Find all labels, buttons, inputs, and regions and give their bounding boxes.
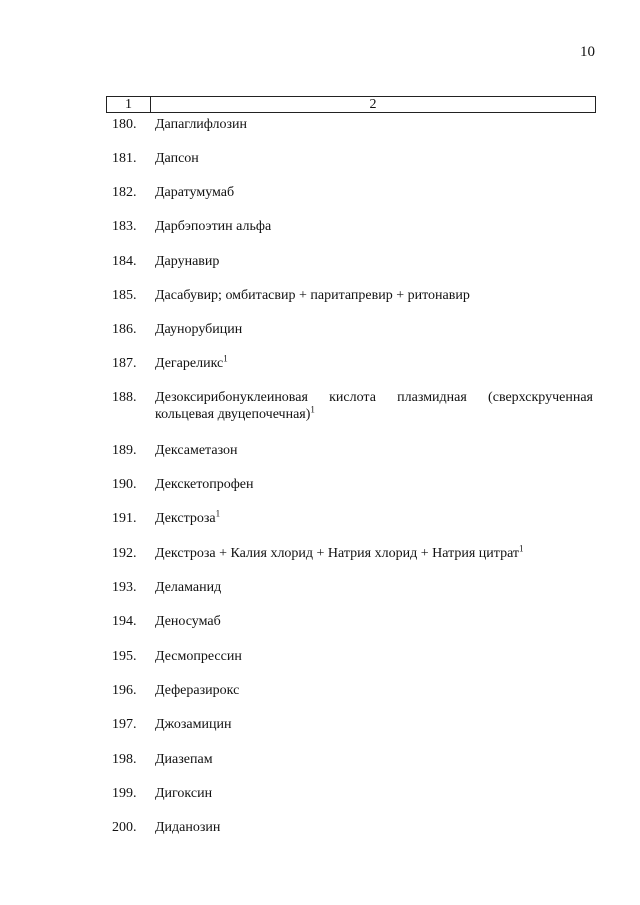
item-name-text: Деферазирокс [155, 683, 240, 698]
item-name [155, 819, 593, 836]
item-number: 188. [112, 390, 137, 405]
item-name-text: Даунорубицин [155, 322, 243, 337]
item-name [155, 613, 593, 630]
item-number: 185. [112, 288, 137, 303]
item-number: 180. [112, 117, 137, 132]
item-name [155, 785, 593, 802]
item-name-text: Дапаглифлозин [155, 117, 248, 132]
item-name [155, 218, 593, 235]
item-name [155, 150, 593, 167]
footnote-marker: 1 [310, 404, 315, 415]
footnote-marker: 1 [215, 508, 221, 519]
item-name-text: Дапсон [155, 151, 199, 166]
item-name-text: Декскетопрофен [155, 477, 254, 492]
item-number: 184. [112, 254, 137, 269]
item-name [155, 648, 593, 665]
item-name [155, 253, 593, 270]
footnote-marker: 1 [519, 543, 524, 554]
item-name [155, 510, 593, 527]
item-number: 190. [112, 477, 137, 492]
item-name [155, 682, 593, 699]
item-name [155, 545, 593, 562]
item-name-text: Дезоксирибонуклеиновая кислота плазмидная (сверхскрученная кольцевая двуцепочечная) [155, 390, 593, 422]
header-column-1: 1 [107, 97, 151, 112]
item-name [155, 321, 593, 338]
item-number: 191. [112, 511, 137, 526]
item-name-text: Дасабувир; омбитасвир + паритапревир + ритонавир [155, 288, 470, 303]
item-number: 182. [112, 185, 137, 200]
item-name [155, 476, 593, 493]
item-number: 197. [112, 717, 137, 732]
item-number: 187. [112, 356, 137, 371]
item-number: 181. [112, 151, 137, 166]
item-name-text: Даратумумаб [155, 185, 235, 200]
item-name-text: Дигоксин [155, 786, 213, 801]
item-number: 198. [112, 752, 137, 767]
item-number: 189. [112, 443, 137, 458]
item-name-text: Дарбэпоэтин альфа [155, 219, 272, 234]
item-name-text: Десмопрессин [155, 649, 242, 664]
table-header [106, 96, 596, 113]
item-name [155, 442, 593, 459]
item-number: 200. [112, 820, 137, 835]
item-number: 194. [112, 614, 137, 629]
item-name-text: Диазепам [155, 752, 213, 767]
item-name-text: Декстроза [155, 511, 216, 526]
item-number: 196. [112, 683, 137, 698]
item-number: 195. [112, 649, 137, 664]
item-name [155, 389, 593, 423]
item-name [155, 579, 593, 596]
item-name-text: Деносумаб [155, 614, 221, 629]
item-name [155, 184, 593, 201]
item-number: 186. [112, 322, 137, 337]
header-column-2: 2 [369, 97, 377, 112]
item-name [155, 116, 593, 133]
item-name [155, 716, 593, 733]
item-name-text: Дегареликс [155, 356, 224, 371]
item-name-text: Дексаметазон [155, 443, 238, 458]
item-number: 199. [112, 786, 137, 801]
item-name-text: Джозамицин [155, 717, 232, 732]
item-name [155, 751, 593, 768]
footnote-marker: 1 [223, 353, 228, 364]
item-name [155, 287, 593, 304]
item-name [155, 355, 593, 372]
item-name-text: Декстроза + Калия хлорид + Натрия хлорид + Натрия цитрат [155, 546, 520, 561]
item-number: 193. [112, 580, 137, 595]
item-name-text: Дарунавир [155, 254, 220, 269]
item-name-text: Деламанид [155, 580, 222, 595]
item-number: 183. [112, 219, 137, 234]
page-number: 10 [580, 44, 595, 60]
item-name-text: Диданозин [155, 820, 221, 835]
item-number: 192. [112, 546, 137, 561]
